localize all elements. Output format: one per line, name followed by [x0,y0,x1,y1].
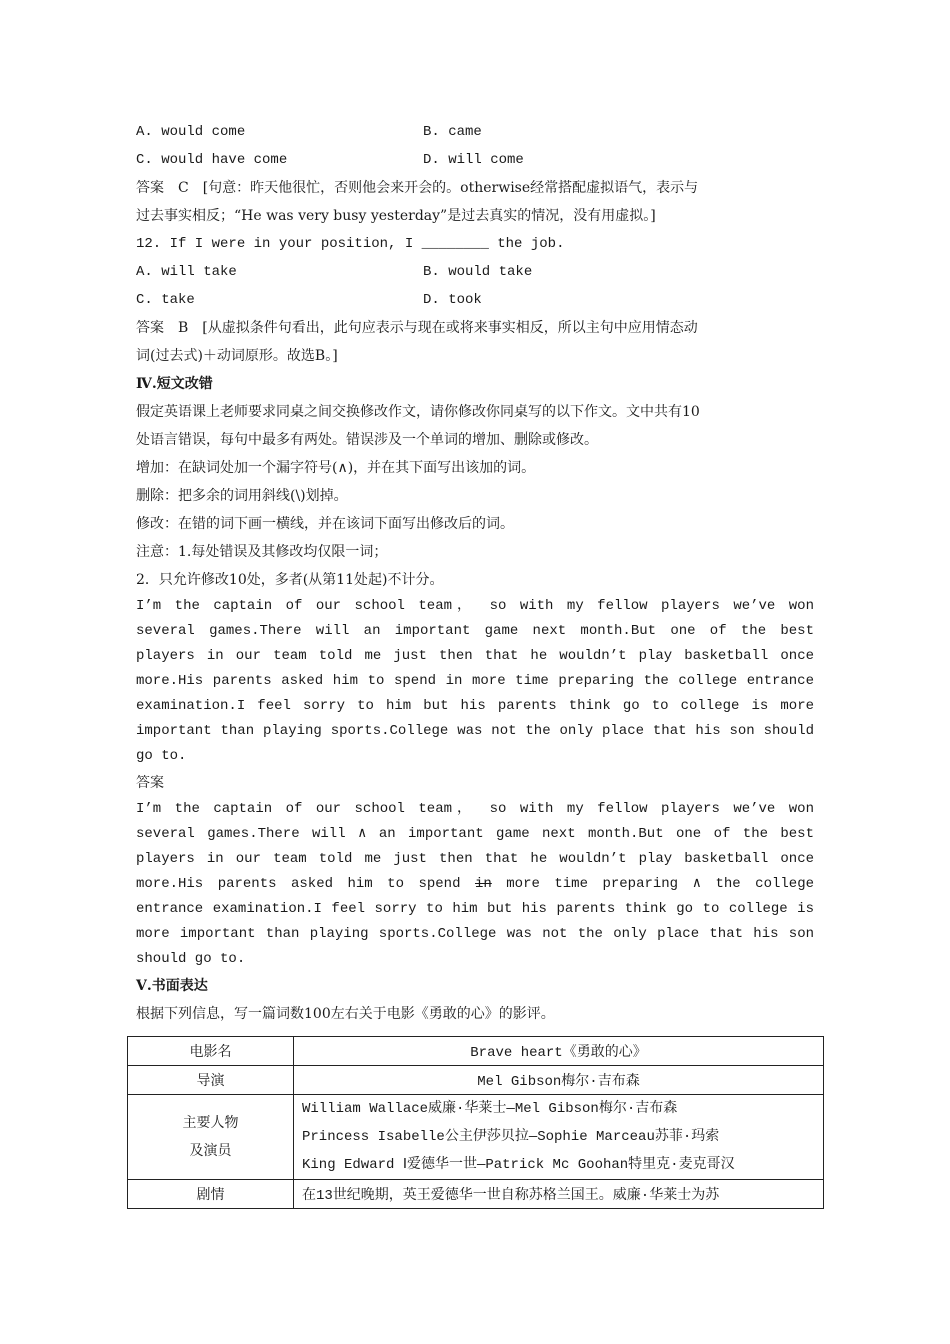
q11-options-row2 [136,146,814,174]
section5-intro: 根据下列信息，写一篇词数100左右关于电影《勇敢的心》的影评。 [136,1006,555,1022]
answer-line-part: more.His parents asked him to spend [136,876,475,892]
section4-note1: 注意：1.每处错误及其修改均仅限一词； [136,544,388,560]
director-value: Mel Gibson梅尔·吉布森 [294,1066,824,1095]
passage-line: more.His parents asked him to spend in more time preparing the college entrance [136,673,814,689]
passage-line: examination.I feel sorry to him but his parents think go to college is more [136,698,814,714]
q11-option-c: C. would have come [136,152,288,168]
movie-value: Brave heart《勇敢的心》 [294,1037,824,1066]
cast-entry: King Edward Ⅰ爱德华一世—Patrick Mc Goohan特里克·麦克哥汉 [302,1157,735,1173]
q11-options-row1 [136,118,814,146]
table-row [128,1095,824,1180]
document-page [136,118,814,1028]
cast-label [128,1095,294,1180]
director-label: 导演 [128,1066,294,1095]
cast-list [294,1095,824,1180]
section4-modify-rule: 修改：在错的词下画一横线，并在该词下面写出修改后的词。 [136,516,514,532]
plot-label: 剧情 [128,1180,294,1209]
answer-passage [136,797,814,972]
passage-line: several games.There will an important game next month.But one of the best [136,623,814,639]
answer-line-part: more time preparing ∧ the college [491,876,814,892]
q12-option-b: B. would take [423,264,533,280]
plot-value: 在13世纪晚期，英王爱德华一世自称苏格兰国王。威廉·华莱士为苏 [294,1180,824,1209]
table-row [128,1066,824,1095]
section4-note2: 2．只允许修改10处，多者(从第11处起)不计分。 [136,572,444,588]
q12-question: 12. If I were in your position, I ________ the job. [136,236,565,252]
q11-answer-line1: 答案 C [句意：昨天他很忙，否则他会来开会的。otherwise经常搭配虚拟语气，表示与 [136,180,699,196]
section4-add-rule: 增加：在缺词处加一个漏字符号(∧)，并在其下面写出该加的词。 [136,460,536,476]
cast-entry: Princess Isabelle公主伊莎贝拉—Sophie Marceau苏菲·玛索 [302,1129,720,1145]
q12-options-row1 [136,258,814,286]
q11-option-b: B. came [423,124,482,140]
q12-answer-line2: 词(过去式)＋动词原形。故选B。] [136,348,338,364]
section4-delete-rule: 删除：把多余的词用斜线(\)划掉。 [136,488,348,504]
cast-entry: William Wallace威廉·华莱士—Mel Gibson梅尔·吉布森 [302,1101,678,1117]
section5-heading: Ⅴ.书面表达 [136,978,208,994]
q11-answer-line2: 过去事实相反；“He was very busy yesterday”是过去真实的情况，没有用虚拟。] [136,208,656,224]
table-row [128,1180,824,1209]
q11-option-a: A. would come [136,124,246,140]
answer-line: entrance examination.I feel sorry to him but his parents think go to college is [136,901,814,917]
movie-info-table [127,1036,824,1209]
q12-option-c: C. take [136,292,195,308]
error-passage [136,594,814,769]
answer-line: should go to. [136,951,246,967]
passage-line: important than playing sports.College was not the only place that his son should [136,723,814,739]
answer-line: more important than playing sports.College was not the only place that his son [136,926,814,942]
answer-label: 答案 [136,775,164,791]
table-row [128,1037,824,1066]
passage-line: go to. [136,748,187,764]
movie-label: 电影名 [128,1037,294,1066]
cast-label-line: 主要人物 [182,1115,239,1131]
answer-line: several games.There will ∧ an important game next month.But one of the best [136,826,814,842]
answer-line: players in our team told me just then that he wouldn’t play basketball once [136,851,814,867]
cast-label-line: 及演员 [189,1143,232,1159]
passage-line: I’m the captain of our school team， so with my fellow players we’ve won [136,598,814,614]
section4-intro-line2: 处语言错误，每句中最多有两处。错误涉及一个单词的增加、删除或修改。 [136,432,598,448]
q11-option-d: D. will come [423,152,524,168]
section4-intro-line1: 假定英语课上老师要求同桌之间交换修改作文，请你修改你同桌写的以下作文。文中共有10 [136,404,700,420]
q12-option-a: A. will take [136,264,237,280]
answer-line: I’m the captain of our school team， so with my fellow players we’ve won [136,801,814,817]
passage-line: players in our team told me just then that he wouldn’t play basketball once [136,648,814,664]
deleted-word: in [474,876,492,892]
q12-answer-line1: 答案 B [从虚拟条件句看出，此句应表示与现在或将来事实相反，所以主句中应用情态动 [136,320,698,336]
section4-heading: Ⅳ.短文改错 [136,376,213,392]
q12-option-d: D. took [423,292,482,308]
answer-line-with-deletion [136,872,814,897]
q12-options-row2 [136,286,814,314]
